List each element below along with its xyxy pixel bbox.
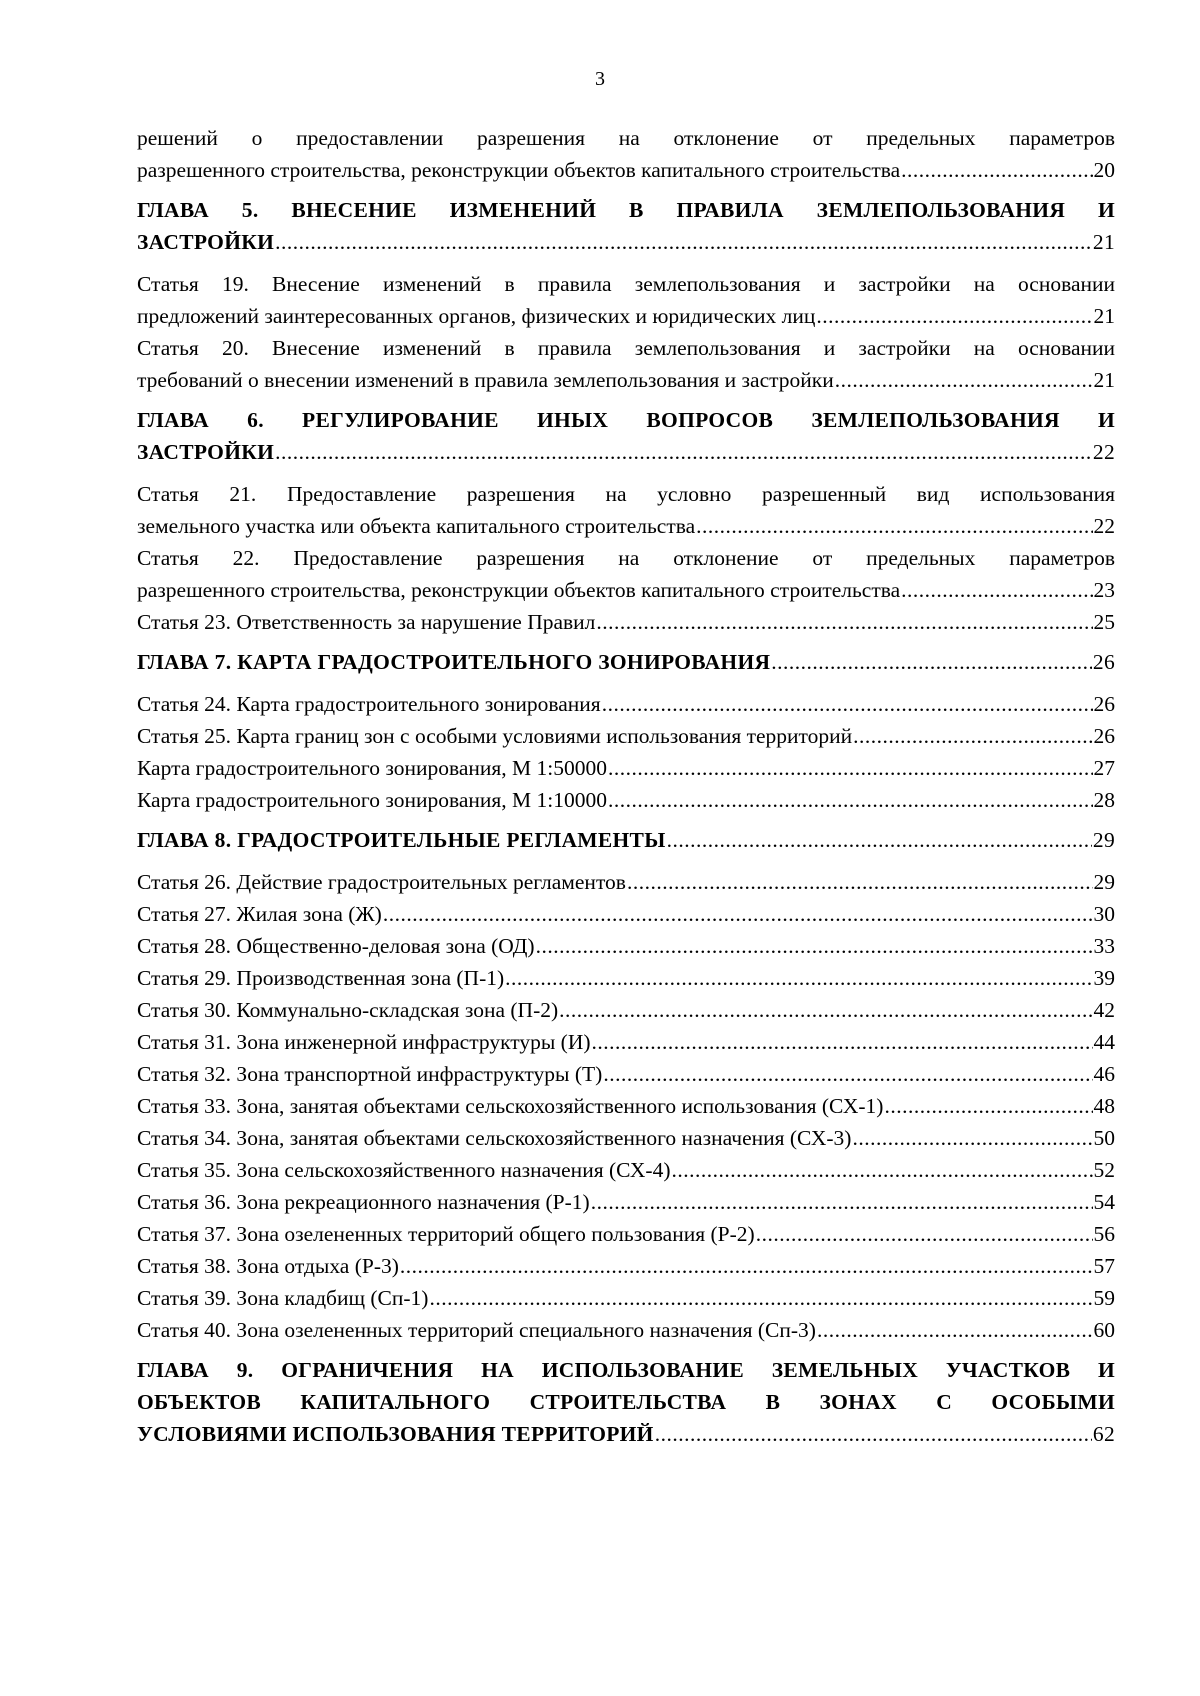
- toc-title: Статья 29. Производственная зона (П-1): [137, 966, 505, 990]
- toc-entry[interactable]: [137, 994, 1115, 1026]
- dot-leader: [603, 1058, 1092, 1090]
- toc-page-number: 39: [1093, 966, 1115, 990]
- toc-page-number: 21: [1093, 368, 1115, 392]
- dot-leader: [816, 300, 1092, 332]
- toc-title: Статья 32. Зона транспортной инфраструктуры (Т): [137, 1062, 603, 1086]
- toc-entry[interactable]: [137, 478, 1115, 542]
- dot-leader: [672, 1154, 1093, 1186]
- toc-page-number: 33: [1093, 934, 1115, 958]
- toc-title: Статья 40. Зона озелененных территорий специального назначения (Сп-3): [137, 1318, 816, 1342]
- toc-title: Статья 35. Зона сельскохозяйственного назначения (СХ-4): [137, 1158, 671, 1182]
- toc-title: разрешенного строительства, реконструкции объектов капитального строительства: [137, 578, 901, 602]
- toc-title: разрешенного строительства, реконструкции объектов капитального строительства: [137, 158, 901, 182]
- toc-line: решений о предоставлении разрешения на отклонение от предельных параметров: [137, 126, 1115, 150]
- toc-title: ЗАСТРОЙКИ: [137, 440, 275, 464]
- toc-title: Статья 37. Зона озелененных территорий общего пользования (Р-2): [137, 1222, 755, 1246]
- toc-page-number: 28: [1093, 788, 1115, 812]
- toc-line: ГЛАВА 6. РЕГУЛИРОВАНИЕ ИНЫХ ВОПРОСОВ ЗЕМЛЕПОЛЬЗОВАНИЯ И: [137, 408, 1115, 432]
- toc-entry[interactable]: [137, 332, 1115, 396]
- toc-entry[interactable]: [137, 1250, 1115, 1282]
- toc-title: Статья 28. Общественно-деловая зона (ОД): [137, 934, 535, 958]
- toc-entry[interactable]: [137, 962, 1115, 994]
- toc-page-number: 27: [1093, 756, 1115, 780]
- toc-entry[interactable]: [137, 268, 1115, 332]
- toc-chapter[interactable]: [137, 404, 1115, 468]
- toc-entry[interactable]: [137, 688, 1115, 720]
- dot-leader: [383, 898, 1093, 930]
- toc-page-number: 57: [1093, 1254, 1115, 1278]
- dot-leader: [817, 1314, 1093, 1346]
- dot-leader: [505, 962, 1092, 994]
- toc-title: Статья 25. Карта границ зон с особыми условиями использования территорий: [137, 724, 853, 748]
- page-number: 3: [595, 68, 605, 90]
- toc-title: земельного участка или объекта капитального строительства: [137, 514, 696, 538]
- toc-line: Статья 20. Внесение изменений в правила землепользования и застройки на основании: [137, 336, 1115, 360]
- dot-leader: [756, 1218, 1093, 1250]
- toc-line: Статья 22. Предоставление разрешения на отклонение от предельных параметров: [137, 546, 1115, 570]
- toc-entry[interactable]: [137, 866, 1115, 898]
- toc-title: Статья 30. Коммунально-складская зона (П-2): [137, 998, 559, 1022]
- toc-page-number: 60: [1093, 1318, 1115, 1342]
- toc-line: ГЛАВА 9. ОГРАНИЧЕНИЯ НА ИСПОЛЬЗОВАНИЕ ЗЕМЕЛЬНЫХ УЧАСТКОВ И: [137, 1358, 1115, 1382]
- dot-leader: [596, 606, 1092, 638]
- toc-entry[interactable]: [137, 1122, 1115, 1154]
- toc-entry[interactable]: [137, 752, 1115, 784]
- toc-page-number: 22: [1093, 514, 1115, 538]
- toc-entry[interactable]: [137, 1058, 1115, 1090]
- dot-leader: [400, 1250, 1093, 1282]
- toc-page-number: 26: [1093, 724, 1115, 748]
- toc-page-number: 25: [1093, 610, 1115, 634]
- dot-leader: [275, 226, 1092, 258]
- dot-leader: [655, 1418, 1092, 1450]
- toc-title: Статья 27. Жилая зона (Ж): [137, 902, 382, 926]
- dot-leader: [667, 824, 1092, 856]
- toc-entry[interactable]: [137, 122, 1115, 186]
- toc-title: Статья 39. Зона кладбищ (Сп-1): [137, 1286, 429, 1310]
- toc-entry[interactable]: [137, 542, 1115, 606]
- toc-page-number: 26: [1092, 650, 1115, 674]
- toc-chapter[interactable]: [137, 194, 1115, 258]
- dot-leader: [835, 364, 1093, 396]
- dot-leader: [771, 646, 1092, 678]
- toc-page-number: 50: [1093, 1126, 1115, 1150]
- toc-page-number: 56: [1093, 1222, 1115, 1246]
- toc-entry[interactable]: [137, 720, 1115, 752]
- dot-leader: [901, 154, 1092, 186]
- toc-title: Статья 34. Зона, занятая объектами сельскохозяйственного назначения (СХ-3): [137, 1126, 852, 1150]
- toc-title: Статья 38. Зона отдыха (Р-3): [137, 1254, 399, 1278]
- dot-leader: [852, 1122, 1092, 1154]
- toc-page-number: 52: [1093, 1158, 1115, 1182]
- toc-page-number: 21: [1093, 304, 1115, 328]
- toc-entry[interactable]: [137, 606, 1115, 638]
- dot-leader: [608, 752, 1093, 784]
- dot-leader: [591, 1186, 1093, 1218]
- dot-leader: [853, 720, 1092, 752]
- toc-entry[interactable]: [137, 1090, 1115, 1122]
- dot-leader: [696, 510, 1092, 542]
- table-of-contents: [137, 122, 1115, 1460]
- toc-title: ГЛАВА 8. ГРАДОСТРОИТЕЛЬНЫЕ РЕГЛАМЕНТЫ: [137, 828, 666, 852]
- toc-page-number: 44: [1093, 1030, 1115, 1054]
- toc-title: ЗАСТРОЙКИ: [137, 230, 275, 254]
- toc-title: ГЛАВА 7. КАРТА ГРАДОСТРОИТЕЛЬНОГО ЗОНИРОВАНИЯ: [137, 650, 771, 674]
- toc-page-number: 21: [1092, 230, 1115, 254]
- toc-page-number: 42: [1093, 998, 1115, 1022]
- toc-entry[interactable]: [137, 1314, 1115, 1346]
- toc-title: предложений заинтересованных органов, физических и юридических лиц: [137, 304, 816, 328]
- toc-entry[interactable]: [137, 784, 1115, 816]
- toc-line: ОБЪЕКТОВ КАПИТАЛЬНОГО СТРОИТЕЛЬСТВА В ЗОНАХ С ОСОБЫМИ: [137, 1390, 1115, 1414]
- toc-title: Карта градостроительного зонирования, М 1:10000: [137, 788, 607, 812]
- toc-title: Карта градостроительного зонирования, М 1:50000: [137, 756, 607, 780]
- toc-title: Статья 33. Зона, занятая объектами сельскохозяйственного использования (СХ-1): [137, 1094, 884, 1118]
- toc-chapter[interactable]: [137, 824, 1115, 856]
- toc-title: Статья 26. Действие градостроительных регламентов: [137, 870, 626, 894]
- toc-entry[interactable]: [137, 1186, 1115, 1218]
- toc-page-number: 48: [1093, 1094, 1115, 1118]
- dot-leader: [559, 994, 1092, 1026]
- toc-page-number: 62: [1092, 1422, 1115, 1446]
- dot-leader: [602, 688, 1093, 720]
- toc-page-number: 54: [1093, 1190, 1115, 1214]
- toc-entry[interactable]: [137, 1282, 1115, 1314]
- toc-title: требований о внесении изменений в правила землепользования и застройки: [137, 368, 834, 392]
- toc-page-number: 30: [1093, 902, 1115, 926]
- toc-chapter[interactable]: [137, 646, 1115, 678]
- toc-page-number: 29: [1092, 828, 1115, 852]
- toc-page-number: 20: [1093, 158, 1115, 182]
- toc-page-number: 59: [1093, 1286, 1115, 1310]
- toc-title: УСЛОВИЯМИ ИСПОЛЬЗОВАНИЯ ТЕРРИТОРИЙ: [137, 1422, 654, 1446]
- toc-line: Статья 19. Внесение изменений в правила землепользования и застройки на основании: [137, 272, 1115, 296]
- toc-page-number: 46: [1093, 1062, 1115, 1086]
- toc-page-number: 22: [1092, 440, 1115, 464]
- toc-title: Статья 23. Ответственность за нарушение Правил: [137, 610, 596, 634]
- toc-page-number: 29: [1093, 870, 1115, 894]
- toc-chapter[interactable]: [137, 1354, 1115, 1450]
- toc-title: Статья 24. Карта градостроительного зонирования: [137, 692, 601, 716]
- toc-entry[interactable]: [137, 898, 1115, 930]
- toc-title: Статья 31. Зона инженерной инфраструктуры (И): [137, 1030, 591, 1054]
- toc-entry[interactable]: [137, 930, 1115, 962]
- toc-entry[interactable]: [137, 1154, 1115, 1186]
- dot-leader: [275, 436, 1092, 468]
- toc-entry[interactable]: [137, 1026, 1115, 1058]
- toc-line: ГЛАВА 5. ВНЕСЕНИЕ ИЗМЕНЕНИЙ В ПРАВИЛА ЗЕМЛЕПОЛЬЗОВАНИЯ И: [137, 198, 1115, 222]
- toc-page-number: 26: [1093, 692, 1115, 716]
- toc-page-number: 23: [1093, 578, 1115, 602]
- toc-title: Статья 36. Зона рекреационного назначения (Р-1): [137, 1190, 590, 1214]
- dot-leader: [429, 1282, 1092, 1314]
- dot-leader: [884, 1090, 1092, 1122]
- toc-entry[interactable]: [137, 1218, 1115, 1250]
- dot-leader: [901, 574, 1092, 606]
- dot-leader: [592, 1026, 1093, 1058]
- dot-leader: [536, 930, 1093, 962]
- dot-leader: [608, 784, 1093, 816]
- dot-leader: [627, 866, 1093, 898]
- toc-line: Статья 21. Предоставление разрешения на условно разрешенный вид использования: [137, 482, 1115, 506]
